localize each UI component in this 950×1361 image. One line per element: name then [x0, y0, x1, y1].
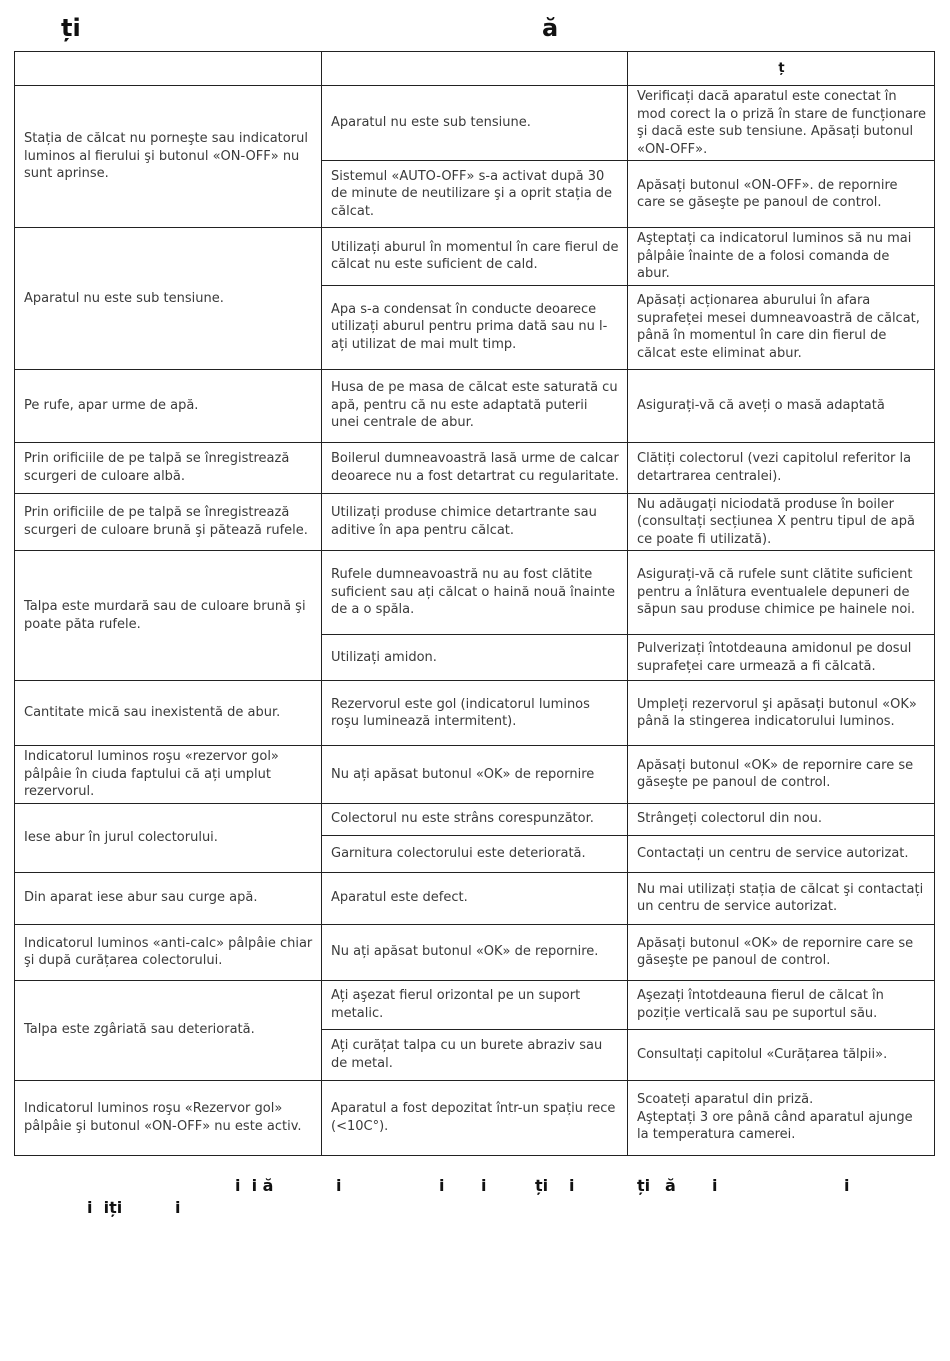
- table-row: [15, 681, 935, 746]
- footnote-fragment: i i ă: [235, 1176, 274, 1195]
- table-row: [15, 803, 935, 835]
- solution-cell: Aşteptați ca indicatorul luminos să nu mai pâlpâie înainte de a folosi comanda de abur.: [628, 228, 935, 286]
- header-cause: [322, 52, 628, 86]
- cause-cell: Apa s-a condensat în conducte deoarece utilizați aburul pentru prima dată sau nu l-ați utilizat de mai mult timp.: [322, 285, 628, 369]
- footnote-line-1: [0, 1176, 950, 1198]
- solution-cell: Apăsați butonul «OK» de repornire care se găseşte pe panoul de control.: [628, 746, 935, 804]
- problem-cell: Prin orificiile de pe talpă se înregistrează scurgeri de culoare brună şi pătează rufele.: [15, 493, 322, 551]
- cause-cell: Utilizați amidon.: [322, 635, 628, 681]
- footnote-fragment: i iți: [87, 1198, 123, 1217]
- troubleshooting-table: [14, 51, 935, 1156]
- footnote-fragment: i: [336, 1176, 342, 1195]
- problem-cell: Aparatul nu este sub tensiune.: [15, 228, 322, 370]
- cause-cell: Nu ați apăsat butonul «OK» de repornire.: [322, 924, 628, 980]
- solution-cell: Apăsați acționarea aburului în afara suprafeței mesei dumneavoastră de călcat, până în momentul în care din fierul de călcat este eliminat abur.: [628, 285, 935, 369]
- table-row: [15, 493, 935, 551]
- solution-cell: Contactați un centru de service autorizat.: [628, 835, 935, 872]
- problem-cell: Cantitate mică sau inexistentă de abur.: [15, 681, 322, 746]
- problem-cell: Talpa este zgâriată sau deteriorată.: [15, 980, 322, 1080]
- solution-cell: Pulverizați întotdeauna amidonul pe dosul suprafeței care urmează a fi călcată.: [628, 635, 935, 681]
- header-problem: [15, 52, 322, 86]
- footnote-fragment: i: [481, 1176, 487, 1195]
- footnote-line-2: [0, 1198, 950, 1220]
- table-row: [15, 746, 935, 804]
- problem-cell: Indicatorul luminos roşu «Rezervor gol» pâlpâie şi butonul «ON-OFF» nu este activ.: [15, 1080, 322, 1155]
- solution-cell: Nu adăugați niciodată produse în boiler (consultați secțiunea X pentru tipul de apă ce poate fi utilizată).: [628, 493, 935, 551]
- cause-cell: Garnitura colectorului este deteriorată.: [322, 835, 628, 872]
- footnote-fragment: ți: [535, 1176, 549, 1195]
- cause-cell: Rufele dumneavoastră nu au fost clătite suficient sau ați călcat o haină nouă înainte de a o spăla.: [322, 551, 628, 635]
- section-title: ți: [61, 14, 81, 42]
- cause-cell: Aparatul a fost depozitat într-un spațiu rece (<10C°).: [322, 1080, 628, 1155]
- cause-cell: Utilizați aburul în momentul în care fierul de călcat nu este suficient de cald.: [322, 228, 628, 286]
- cause-cell: Sistemul «AUTO-OFF» s-a activat după 30 de minute de neutilizare şi a oprit stația de călcat.: [322, 161, 628, 228]
- solution-cell: Apăsați butonul «OK» de repornire care se găseşte pe panoul de control.: [628, 924, 935, 980]
- cause-cell: Nu ați apăsat butonul «OK» de repornire: [322, 746, 628, 804]
- cause-cell: Husa de pe masa de călcat este saturată cu apă, pentru că nu este adaptată puterii unei centrale de abur.: [322, 369, 628, 442]
- solution-cell: Apăsați butonul «ON-OFF». de repornire care se găseşte pe panoul de control.: [628, 161, 935, 228]
- cause-cell: Ați curățat talpa cu un burete abraziv sau de metal.: [322, 1029, 628, 1080]
- table-row: [15, 872, 935, 924]
- cause-cell: Utilizați produse chimice detartrante sau aditive în apa pentru călcat.: [322, 493, 628, 551]
- cause-cell: Ați aşezat fierul orizontal pe un suport metalic.: [322, 980, 628, 1029]
- solution-cell: Verificați dacă aparatul este conectat în mod corect la o priză în stare de funcționare şi dacă este sub tensiune. Apăsați butonul «ON-OFF».: [628, 86, 935, 161]
- cause-cell: Aparatul este defect.: [322, 872, 628, 924]
- problem-cell: Prin orificiile de pe talpă se înregistrează scurgeri de culoare albă.: [15, 442, 322, 493]
- table-row: [15, 369, 935, 442]
- cause-cell: Rezervorul este gol (indicatorul luminos roşu luminează intermitent).: [322, 681, 628, 746]
- problem-cell: Iese abur în jurul colectorului.: [15, 803, 322, 872]
- table-row: [15, 86, 935, 161]
- solution-cell: Nu mai utilizați stația de călcat şi contactați un centru de service autorizat.: [628, 872, 935, 924]
- table-body: [15, 86, 935, 1156]
- table-row: [15, 980, 935, 1029]
- cause-cell: Boilerul dumneavoastră lasă urme de calcar deoarece nu a fost detartrat cu regularitate.: [322, 442, 628, 493]
- problem-cell: Stația de călcat nu porneşte sau indicatorul luminos al fierului şi butonul «ON-OFF» nu sunt aprinse.: [15, 86, 322, 228]
- table-row: [15, 442, 935, 493]
- cause-cell: Aparatul nu este sub tensiune.: [322, 86, 628, 161]
- table-row: [15, 1080, 935, 1155]
- solution-cell: Asigurați-vă că rufele sunt clătite suficient pentru a înlătura eventualele depuneri de săpun sau produse chimice pe hainele noi.: [628, 551, 935, 635]
- problem-cell: Talpa este murdară sau de culoare brună şi poate păta rufele.: [15, 551, 322, 681]
- solution-cell: Clătiți colectorul (vezi capitolul referitor la detartrarea centralei).: [628, 442, 935, 493]
- table-row: [15, 551, 935, 635]
- header-solution: ț: [628, 52, 935, 86]
- table-row: [15, 228, 935, 286]
- footnote-fragment: ți: [637, 1176, 651, 1195]
- solution-cell: Umpleți rezervorul şi apăsați butonul «OK» până la stingerea indicatorului luminos.: [628, 681, 935, 746]
- footnote-fragment: ă: [665, 1176, 676, 1195]
- problem-cell: Pe rufe, apar urme de apă.: [15, 369, 322, 442]
- footnote-fragment: i: [712, 1176, 718, 1195]
- table-header-row: [15, 52, 935, 86]
- solution-cell: Consultați capitolul «Curățarea tălpii».: [628, 1029, 935, 1080]
- cause-cell: Colectorul nu este strâns corespunzător.: [322, 803, 628, 835]
- solution-cell: Aşezați întotdeauna fierul de călcat în poziție verticală sau pe suportul său.: [628, 980, 935, 1029]
- footnote-fragment: i: [439, 1176, 445, 1195]
- table-row: [15, 924, 935, 980]
- footnote-fragment: i: [844, 1176, 850, 1195]
- problem-cell: Din aparat iese abur sau curge apă.: [15, 872, 322, 924]
- solution-cell: Asigurați-vă că aveți o masă adaptată: [628, 369, 935, 442]
- solution-cell: Strângeți colectorul din nou.: [628, 803, 935, 835]
- problem-cell: Indicatorul luminos «anti-calc» pâlpâie chiar şi după curățarea colectorului.: [15, 924, 322, 980]
- problem-cell: Indicatorul luminos roşu «rezervor gol» pâlpâie în ciuda faptului că ați umplut rezervorul.: [15, 746, 322, 804]
- solution-cell: Scoateți aparatul din priză. Aşteptați 3 ore până când aparatul ajunge la temperatura camerei.: [628, 1080, 935, 1155]
- footnote-fragment: i: [569, 1176, 575, 1195]
- section-subtitle: ă: [542, 14, 559, 42]
- footnote-fragment: i: [175, 1198, 181, 1217]
